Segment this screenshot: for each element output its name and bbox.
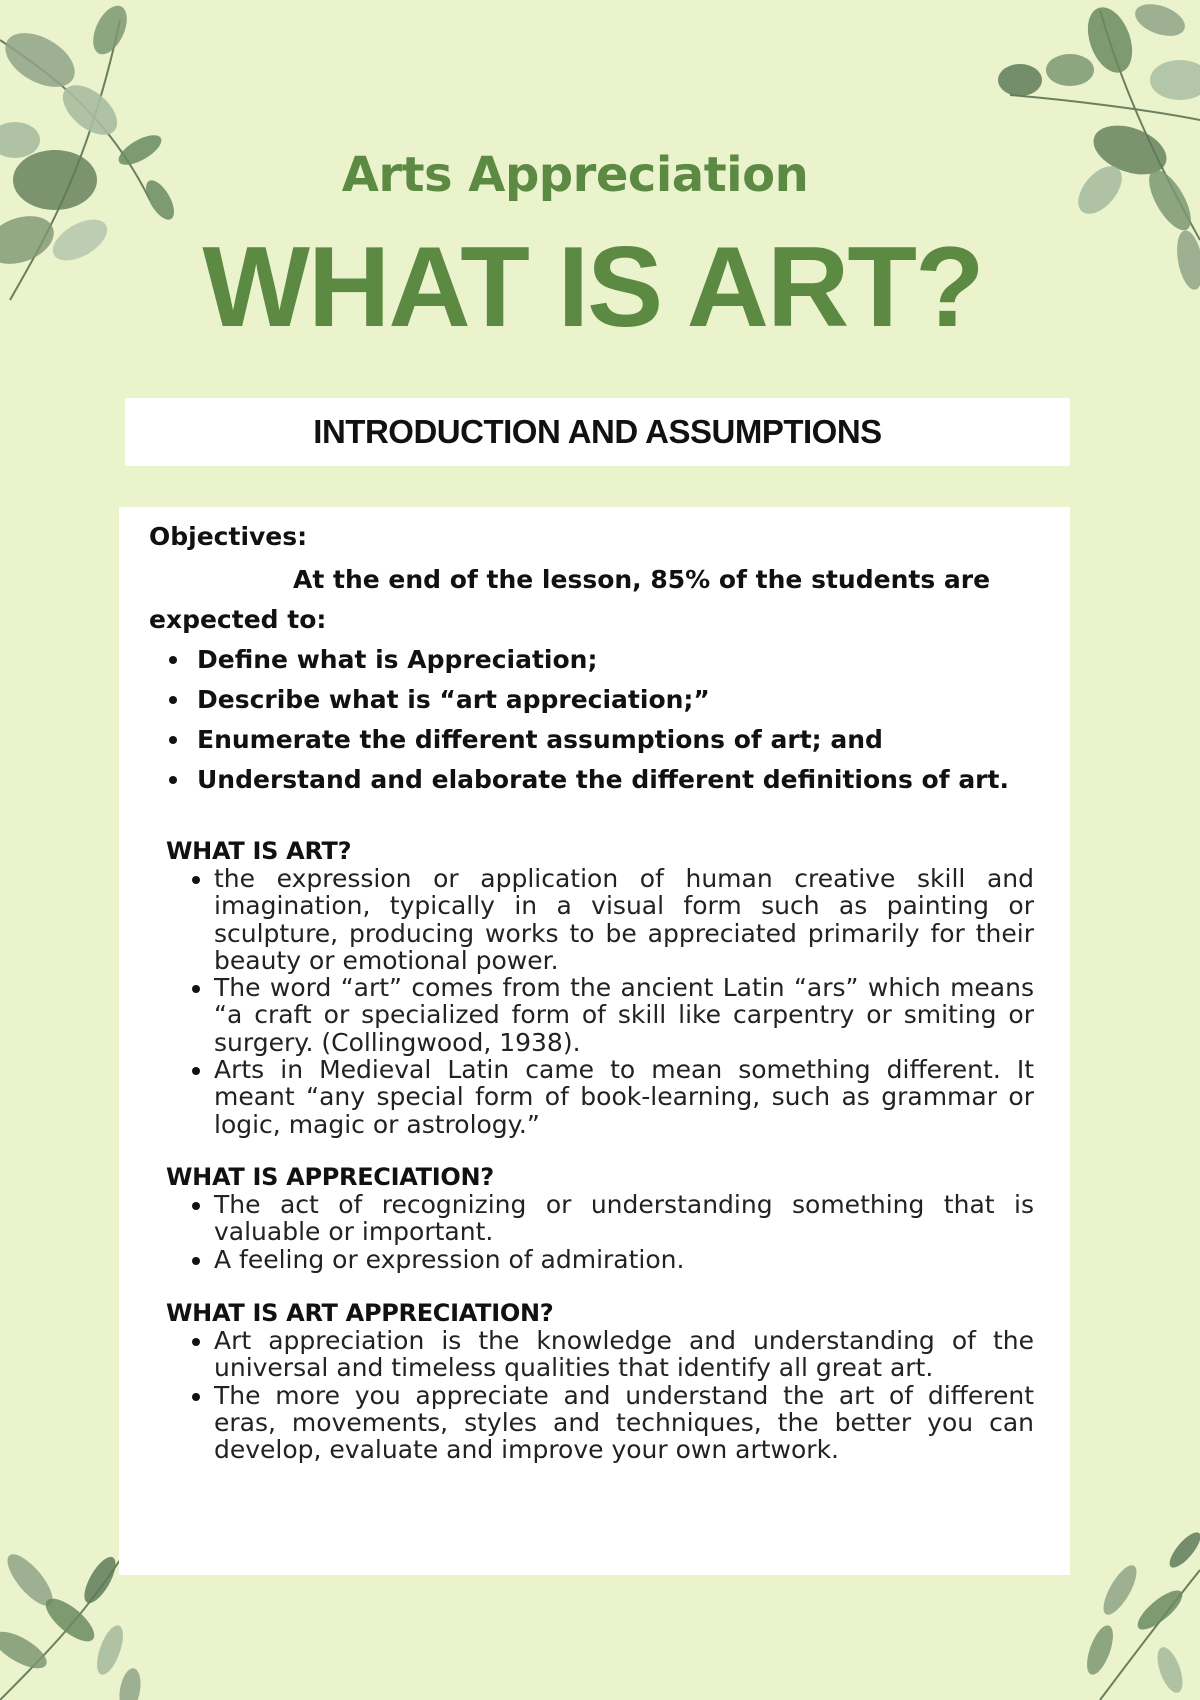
objective-item: Understand and elaborate the different definitions of art.: [197, 760, 1097, 800]
objectives-label: Objectives:: [149, 522, 308, 551]
section-list-what-is-art: [214, 865, 1034, 1138]
section-heading-what-is-art: WHAT IS ART?: [166, 837, 352, 865]
objective-item: Describe what is “art appreciation;”: [197, 680, 1097, 720]
section-list-what-is-appreciation: [214, 1191, 1034, 1273]
section-heading-what-is-art-appreciation: WHAT IS ART APPRECIATION?: [166, 1299, 554, 1327]
content-panel: [119, 507, 1070, 1575]
leaf-sprig-bottom-right: [1060, 1530, 1200, 1700]
course-subtitle: Arts Appreciation: [341, 147, 809, 203]
intro-banner-title: INTRODUCTION AND ASSUMPTIONS: [313, 413, 882, 450]
objective-item: Define what is Appreciation;: [197, 640, 1097, 680]
objective-item: Enumerate the different assumptions of art; and: [197, 720, 1097, 760]
definition-item: the expression or application of human creative skill and imagination, typically in a visual form such as painting or sculpture, producing works to be appreciated primarily for their beauty or emotional power.: [214, 864, 1034, 975]
definition-item: Arts in Medieval Latin came to mean something different. It meant “any special form of book-learning, such as grammar or logic, magic or astrology.”: [214, 1055, 1034, 1139]
section-heading-what-is-appreciation: WHAT IS APPRECIATION?: [166, 1163, 494, 1191]
definition-item: A feeling or expression of admiration.: [214, 1246, 1034, 1273]
section-list-what-is-art-appreciation: [214, 1327, 1034, 1463]
definition-item: The more you appreciate and understand the art of different eras, movements, styles and techniques, the better you can develop, evaluate and improve your own artwork.: [214, 1380, 1034, 1465]
definition-item: Art appreciation is the knowledge and understanding of the universal and timeless qualities that identify all great art.: [214, 1326, 1034, 1383]
definition-item: The act of recognizing or understanding something that is valuable or important.: [214, 1190, 1034, 1247]
objectives-intro: At the end of the lesson, 85% of the students are expected to:: [149, 565, 991, 634]
intro-banner: [125, 398, 1070, 466]
definition-item: The word “art” comes from the ancient Latin “ars” which means “a craft or specialized form of skill like carpentry or smiting or surgery. (Collingwood, 1938).: [214, 973, 1034, 1057]
page-title: WHAT IS ART?: [202, 224, 983, 351]
objectives-list: [149, 640, 1097, 800]
